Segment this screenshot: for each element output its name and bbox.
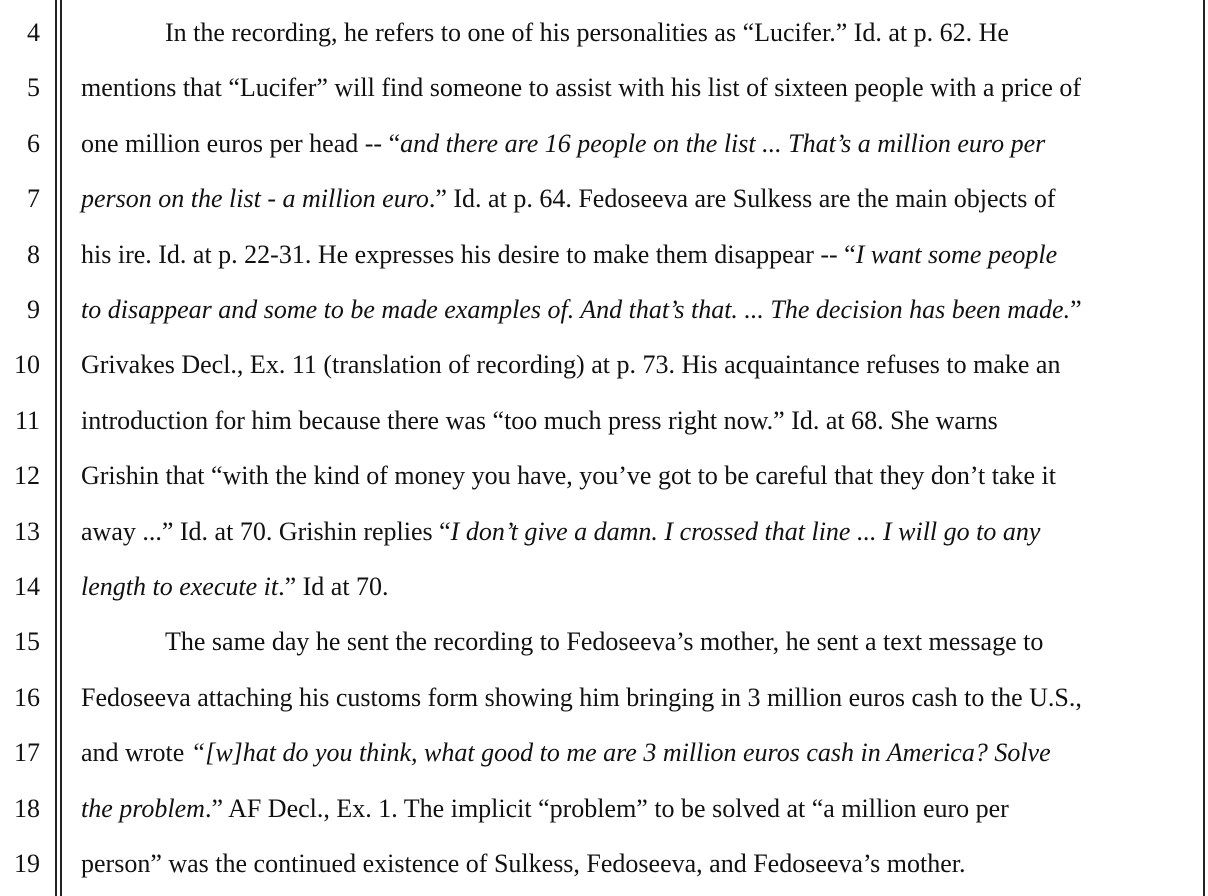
- left-margin-rule-inner: [60, 0, 62, 896]
- text-segment: .” Id. at p. 64. Fedoseeva are Sulkess are the main objects of: [428, 184, 1056, 214]
- line-number: 12: [14, 461, 40, 491]
- italic-quote-text: the problem: [81, 793, 205, 823]
- italic-quote-text: and there are 16 people on the list ... That’s a million euro per: [400, 128, 1046, 158]
- italic-quote-text: to disappear and some to be made examples of. And that’s that. ... The decision has been made.: [81, 295, 1071, 324]
- text-line: [81, 517, 1171, 547]
- text-line: [81, 240, 1171, 270]
- line-number: 5: [27, 73, 40, 103]
- line-number: 11: [14, 405, 40, 435]
- text-segment: one million euros per head -- “: [81, 128, 401, 158]
- line-number: 13: [14, 516, 40, 546]
- text-segment: .” Id at 70.: [278, 572, 389, 601]
- text-line: [81, 572, 1171, 602]
- text-segment: .” AF Decl., Ex. 1. The implicit “problem” to be solved at “a million euro per: [204, 793, 1009, 823]
- text-segment: ”: [1070, 295, 1082, 324]
- text-segment: introduction for him because there was “too much press right now.” Id. at 68. She warns: [81, 405, 998, 435]
- line-number: 10: [14, 350, 40, 380]
- text-line: [81, 849, 1171, 879]
- line-number: 17: [14, 738, 40, 768]
- line-number: 7: [27, 184, 40, 214]
- text-segment: Grivakes Decl., Ex. 11 (translation of recording) at p. 73. His acquaintance refuses to make an: [81, 350, 1061, 380]
- text-line: [81, 18, 1208, 48]
- line-number: 18: [14, 793, 40, 823]
- text-segment: Fedoseeva attaching his customs form showing him bringing in 3 million euros cash to the U.S.,: [81, 682, 1082, 712]
- text-line: [81, 406, 1171, 436]
- line-number: 4: [27, 18, 40, 47]
- text-segment: his ire. Id. at p. 22-31. He expresses his desire to make them disappear -- “: [81, 239, 856, 269]
- text-line: [81, 461, 1171, 491]
- right-margin-rule: [1203, 0, 1205, 896]
- line-number: 15: [14, 627, 40, 657]
- text-line: [81, 794, 1171, 824]
- line-number: 9: [27, 295, 40, 324]
- text-line: [81, 350, 1171, 380]
- text-line: [81, 738, 1171, 768]
- italic-quote-text: person on the list - a million euro: [81, 184, 429, 214]
- text-line: [81, 184, 1171, 214]
- text-segment: away ...” Id. at 70. Grishin replies “: [81, 516, 451, 546]
- text-segment: In the recording, he refers to one of his personalities as “Lucifer.” Id. at p. 62. He: [165, 18, 1009, 47]
- line-number: 19: [14, 849, 40, 878]
- line-number: 8: [27, 239, 40, 269]
- text-segment: The same day he sent the recording to Fedoseeva’s mother, he sent a text message to: [165, 627, 1044, 657]
- text-segment: mentions that “Lucifer” will find someone to assist with his list of sixteen people with a price of: [81, 73, 1082, 103]
- line-number: 6: [27, 128, 40, 158]
- italic-quote-text: “[w]hat do you think, what good to me are 3 million euros cash in America? Solve: [190, 738, 1051, 768]
- italic-quote-text: length to execute it: [81, 572, 279, 601]
- text-line: [81, 73, 1171, 103]
- text-line: [81, 129, 1171, 159]
- text-line: [81, 627, 1208, 657]
- line-number: 16: [14, 682, 40, 712]
- text-line: [81, 295, 1171, 325]
- text-segment: Grishin that “with the kind of money you have, you’ve got to be careful that they don’t take it: [81, 461, 1056, 491]
- left-margin-rule: [55, 0, 57, 896]
- italic-quote-text: I don’t give a damn. I crossed that line ... I will go to any: [450, 516, 1041, 546]
- text-line: [81, 683, 1171, 713]
- text-segment: and wrote: [81, 738, 191, 768]
- italic-quote-text: I want some people: [855, 239, 1058, 269]
- line-number: 14: [14, 572, 40, 601]
- text-segment: person” was the continued existence of Sulkess, Fedoseeva, and Fedoseeva’s mother.: [81, 849, 966, 878]
